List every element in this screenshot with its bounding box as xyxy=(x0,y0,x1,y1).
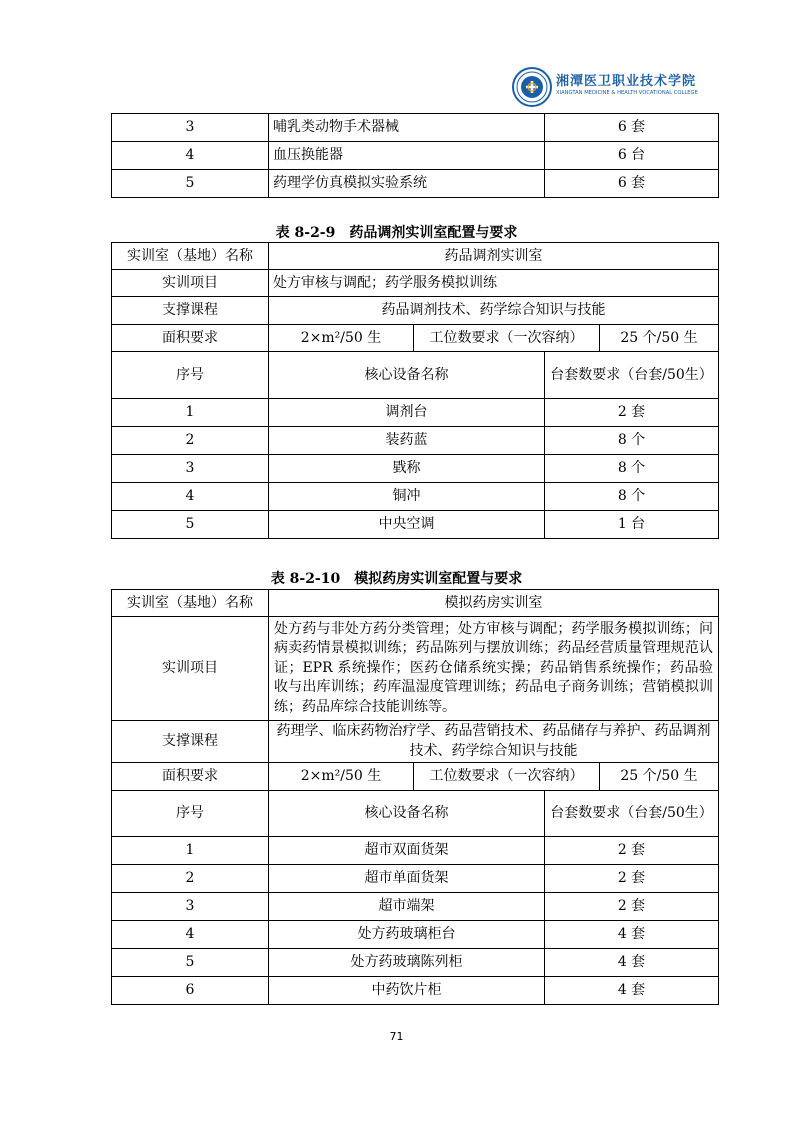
cell-no: 2 xyxy=(112,865,269,893)
course-value: 药品调剂技术、药学综合知识与技能 xyxy=(269,297,719,325)
project-value: 处方审核与调配；药学服务模拟训练 xyxy=(269,270,719,297)
project-label: 实训项目 xyxy=(112,270,269,297)
cell-name: 装药蓝 xyxy=(269,427,545,455)
cell-no: 2 xyxy=(112,427,269,455)
page-number: 71 xyxy=(389,1030,404,1043)
cell-qty: 4 套 xyxy=(545,949,719,977)
col-qty-header: 台套数要求（台套/50生） xyxy=(545,791,719,837)
table-row xyxy=(112,170,719,198)
cell-name: 药理学仿真模拟实验系统 xyxy=(269,170,545,198)
cell-qty: 8 个 xyxy=(545,455,719,483)
cell-no: 4 xyxy=(112,483,269,511)
cell-name: 戥称 xyxy=(269,455,545,483)
col-no-header: 序号 xyxy=(112,352,269,399)
col-qty-header: 台套数要求（台套/50生） xyxy=(545,352,719,399)
table-row xyxy=(112,893,719,921)
room-label: 实训室（基地）名称 xyxy=(112,243,269,270)
area-label: 面积要求 xyxy=(112,763,269,791)
table-row xyxy=(112,114,719,142)
cell-no: 5 xyxy=(112,949,269,977)
col-name-header: 核心设备名称 xyxy=(269,352,545,399)
school-name: 湘潭医卫职业技术学院 xyxy=(556,74,697,89)
table-row xyxy=(112,511,719,539)
project-value: 处方药与非处方药分类管理；处方审核与调配；药学服务模拟训练；问病卖药情景模拟训练；药品陈列与摆放训练；药品经营质量管理规范认证；EPR 系统操作；医药仓储系统实操；药品销售系统操作；药品验收与出库训练；药库温湿度管理训练；药品电子商务训练；营销模拟训练；药品库综合技能训练等。 xyxy=(269,617,719,721)
table1 xyxy=(111,242,719,539)
station-value: 25 个/50 生 xyxy=(600,325,719,352)
cell-no: 4 xyxy=(112,921,269,949)
cell-name: 处方药玻璃陈列柜 xyxy=(269,949,545,977)
cell-qty: 6 台 xyxy=(545,142,719,170)
table-row xyxy=(112,837,719,865)
table-prev-continued xyxy=(111,113,719,198)
cell-name: 处方药玻璃柜台 xyxy=(269,921,545,949)
cell-no: 6 xyxy=(112,977,269,1005)
cell-name: 中药饮片柜 xyxy=(269,977,545,1005)
course-value: 药理学、临床药物治疗学、药品营销技术、药品储存与养护、药品调剂技术、药学综合知识与技能 xyxy=(269,721,719,763)
cell-name: 超市双面货架 xyxy=(269,837,545,865)
school-emblem-icon xyxy=(512,67,552,107)
table-row xyxy=(112,427,719,455)
col-name-header: 核心设备名称 xyxy=(269,791,545,837)
cell-qty: 2 套 xyxy=(545,865,719,893)
cell-name: 中央空调 xyxy=(269,511,545,539)
course-label: 支撑课程 xyxy=(112,721,269,763)
col-no-header: 序号 xyxy=(112,791,269,837)
room-value: 模拟药房实训室 xyxy=(269,590,719,617)
cell-name: 超市单面货架 xyxy=(269,865,545,893)
cell-no: 3 xyxy=(112,455,269,483)
table-row xyxy=(112,921,719,949)
cell-name: 哺乳类动物手术器械 xyxy=(269,114,545,142)
cell-qty: 8 个 xyxy=(545,483,719,511)
table1-caption: 表 8-2-9 药品调剂实训室配置与要求 xyxy=(275,225,518,241)
area-value: 2×m²/50 生 xyxy=(269,325,414,352)
cell-no: 1 xyxy=(112,399,269,427)
room-value: 药品调剂实训室 xyxy=(269,243,719,270)
table-row xyxy=(112,483,719,511)
cell-qty: 4 套 xyxy=(545,977,719,1005)
cell-qty: 6 套 xyxy=(545,114,719,142)
cell-no: 1 xyxy=(112,837,269,865)
table-row xyxy=(112,142,719,170)
table-row xyxy=(112,455,719,483)
cell-no: 3 xyxy=(112,893,269,921)
cell-name: 铜冲 xyxy=(269,483,545,511)
cell-no: 4 xyxy=(112,142,269,170)
room-label: 实训室（基地）名称 xyxy=(112,590,269,617)
school-name-en: XIANGTAN MEDICINE & HEALTH VOCATIONAL COLLEGE xyxy=(556,90,698,96)
area-value: 2×m²/50 生 xyxy=(269,763,414,791)
cell-qty: 2 套 xyxy=(545,399,719,427)
cell-qty: 8 个 xyxy=(545,427,719,455)
cell-qty: 1 台 xyxy=(545,511,719,539)
area-label: 面积要求 xyxy=(112,325,269,352)
table-row xyxy=(112,949,719,977)
cell-no: 5 xyxy=(112,511,269,539)
cell-qty: 4 套 xyxy=(545,921,719,949)
station-label: 工位数要求（一次容纳） xyxy=(414,325,600,352)
cell-no: 3 xyxy=(112,114,269,142)
table2-caption: 表 8-2-10 模拟药房实训室配置与要求 xyxy=(270,571,523,587)
cell-no: 5 xyxy=(112,170,269,198)
table-row xyxy=(112,977,719,1005)
project-label: 实训项目 xyxy=(112,617,269,721)
cell-name: 超市端架 xyxy=(269,893,545,921)
cell-qty: 6 套 xyxy=(545,170,719,198)
cell-qty: 2 套 xyxy=(545,893,719,921)
table2 xyxy=(111,589,719,1005)
cell-name: 调剂台 xyxy=(269,399,545,427)
table-row xyxy=(112,865,719,893)
school-logo xyxy=(512,66,698,108)
station-value: 25 个/50 生 xyxy=(600,763,719,791)
table-row xyxy=(112,399,719,427)
station-label: 工位数要求（一次容纳） xyxy=(414,763,600,791)
cell-qty: 2 套 xyxy=(545,837,719,865)
course-label: 支撑课程 xyxy=(112,297,269,325)
cell-name: 血压换能器 xyxy=(269,142,545,170)
